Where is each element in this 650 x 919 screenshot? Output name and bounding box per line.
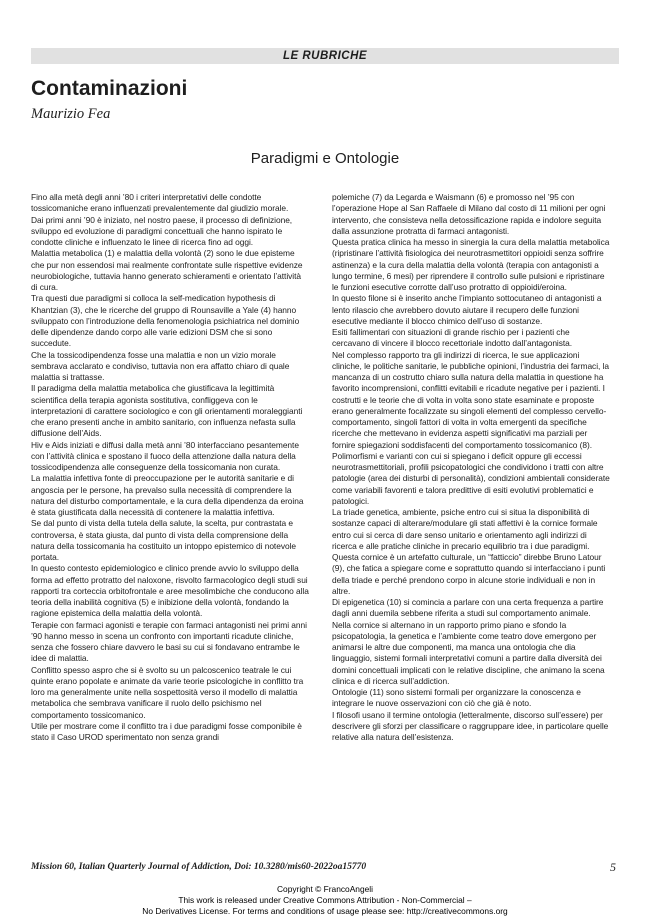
body-paragraph: Questa pratica clinica ha messo in sinergia la cura della malattia metabolica (ripristinare l’attività fisiologica dei neurotrasmettitori oppioidi senza soffrire astinenza) e la cura della malattia della volontà (terapia con antagonisti a lungo termine, 6 mesi) per riprendere il controllo sulle pulsioni e ripristinare le funzioni esecutive corrotte dall’uso protratto di oppioidi/eroina. bbox=[332, 237, 610, 292]
body-paragraph: La malattia infettiva fonte di preoccupazione per le autorità sanitarie e di angoscia per le persone, ha prevalso sulla necessità di comprendere la natura del disturbo comportamentale, e la cura della dipendenza da eroina è stata giustificata dalla necessità di contenere la malattia infettiva. bbox=[31, 473, 304, 517]
body-paragraph: Ontologie (11) sono sistemi formali per organizzare la conoscenza e integrare le nuove osservazioni con ciò che già è noto. bbox=[332, 687, 581, 709]
body-paragraph: In questo filone si è inserito anche l’impianto sottocutaneo di antagonisti a lento rilascio che avrebbero dovuto aiutare il recupero delle funzioni esecutive mediante il blocco chimico dell’uso di sostanze. bbox=[332, 293, 602, 326]
body-paragraph: Fino alla metà degli anni ’80 i criteri interpretativi delle condotte tossicomaniche erano influenzati prevalentemente dal giudizio morale. bbox=[31, 192, 289, 214]
body-paragraph: Hiv e Aids iniziati e diffusi dalla metà anni ’80 interfacciano pesantemente con l’attività clinica e spostano il fuoco della attenzione dalla natura della tossicodipendenza alle conseguenze della tossicomania non curata. bbox=[31, 439, 299, 472]
author-name: Maurizio Fea bbox=[31, 106, 111, 122]
body-paragraph: Malattia metabolica (1) e malattia della volontà (2) sono le due episteme che pur non essendosi mai realmente confrontate sulle rispettive evidenze neurobiologiche, tuttavia hanno generato schieramenti e orientato l’attività di cura. bbox=[31, 248, 303, 292]
body-paragraph: I filosofi usano il termine ontologia (letteralmente, discorso sull’essere) per descrivere gli sforzi per classificare o raggruppare idee, in particolare quelle relative alla natura dell’esistenza. bbox=[332, 709, 609, 742]
body-paragraph: In questo contesto epidemiologico e clinico prende avvio lo sviluppo della forma ad effetto protratto del naloxone, risvolto farmacologico degli studi sui rapporti tra corteccia orbitofrontale e aree mesolimbiche che conducono alla teoria della inabilità cognitiva (5) e inibizione della volontà, fondando la ragione epistemica della malattia della volontà. bbox=[31, 563, 309, 619]
body-paragraph: Che la tossicodipendenza fosse una malattia e non un vizio morale sembrava acclarato e condiviso, tuttavia non era affatto chiaro di quale malattia si trattasse. bbox=[31, 349, 290, 382]
body-paragraph: Conflitto spesso aspro che si è svolto su un palcoscenico teatrale le cui quinte erano popolate e animate da varie teorie psicologiche in conflitto tra loro ma generalmente unite nella sospettosità verso il modello di malattia metabolica che sembrava vanificare il ruolo dello psichismo nel comportamento tossicomanico. bbox=[31, 664, 304, 720]
left-column bbox=[31, 192, 309, 743]
body-paragraph: Il paradigma della malattia metabolica che giustificava la legittimità scientifica della terapia agonista sostitutiva, confliggeva con le interpretazioni di carattere sociologico e con gli orientamenti moraleggianti che erano presenti anche in ambito sanitario, con influenza nefasta sulla diffusione dell’Aids. bbox=[31, 383, 303, 439]
page-number: 5 bbox=[610, 860, 616, 874]
body-paragraph: Di epigenetica (10) si comincia a parlare con una certa frequenza a partire dagli anni duemila sebbene riferita a studi sul comportamento animale. bbox=[332, 597, 604, 619]
license-line: This work is released under Creative Commons Attribution - Non-Commercial – bbox=[178, 895, 472, 905]
body-paragraph: Tra questi due paradigmi si colloca la self-medication hypothesis di Khantzian (3), che le ricerche del gruppo di Rounsaville a Yale (4) hanno sviluppato con l’introduzione della fenomenologia psichiatrica nel dominio delle dipendenze dando corpo alle varie edizioni DSM che si sono succedute. bbox=[31, 293, 300, 349]
body-paragraph: Utile per mostrare come il conflitto tra i due paradigmi fosse componibile è stato il Caso UROD sperimentato non senza grandi bbox=[31, 720, 302, 742]
body-paragraph: Terapie con farmaci agonisti e terapie con farmaci antagonisti nei primi anni ’90 hanno messo in scena un confronto con importanti ricadute cliniche, senza che fossero chiare davvero le basi su cui si fondavano entrambe le idee di malattia. bbox=[31, 619, 307, 664]
license-notice bbox=[0, 884, 650, 917]
article-subtitle: Paradigmi e Ontologie bbox=[250, 150, 400, 167]
journal-citation: Mission 60, Italian Quarterly Journal of Addiction, Doi: 10.3280/mis60-2022oa15770 bbox=[31, 862, 367, 872]
body-paragraph: Questa cornice è un artefatto culturale, un “fatticcio” direbbe Bruno Latour (9), che fatica a spiegare come e soprattutto quando si interfacciano i punti della triade e perché prendono corpo in alcune storie individuali e non in altre. bbox=[332, 552, 606, 596]
body-paragraph: Nel complesso rapporto tra gli indirizzi di ricerca, le sue applicazioni cliniche, le politiche sanitarie, le pubbliche opinioni, l’industria dei farmaci, la mancanza di un costrutto chiaro sulla natura della malattia in questione ha favorito incomprensioni, conflitti evitabili e ricadute negative per i pazienti. I costrutti e le teorie che di volta in volta sono state esaminate e proposte erano generalmente focalizzate su singoli elementi del complesso cervello-comportamento, singoli fattori di volta in volta emergenti da specifiche ricerche che mettevano in evidenza aspetti significativi ma parziali per fornire spiegazioni soddisfacenti del comportamento tossicomanico (8). bbox=[332, 349, 609, 450]
body-paragraph: Esiti fallimentari con situazioni di grande rischio per i pazienti che cercavano di vincere il blocco recettoriale indotto dall’antagonista. bbox=[332, 327, 573, 349]
body-paragraph: polemiche (7) da Legarda e Waismann (6) e promosso nel ’95 con l’operazione Hope al San Raffaele di Milano dal costo di 11 milioni per ogni intervento, che consisteva nella detossificazione rapida e indolore seguita dalla assunzione protratta di farmaci antagonisti. bbox=[332, 192, 606, 236]
license-terms-line: No Derivatives License. For terms and conditions of usage please see: http://creativecommons.org bbox=[142, 906, 508, 916]
body-paragraph: La triade genetica, ambiente, psiche entro cui si situa la disponibilità di sostanze capaci di alterare/modulare gli stati affettivi è la cornice formale entro cui si cerca di dare senso unitario e orientamento agli indirizzi di ricerca e alle pratiche cliniche in precario equilibrio tra i due paradigmi. bbox=[332, 507, 598, 551]
body-paragraph: Nella cornice si alternano in un rapporto primo piano e sfondo la psicopatologia, la genetica e l’ambiente come teatro dove emergono per animarsi le altre due componenti, ma manca una ontologia che dia linguaggio, sistemi formali interpretativi comuni a partire dalla diversità dei domini concettuali implicati con le relative discipline, che animano la scena clinica e di ricerca sull’addiction. bbox=[332, 619, 605, 686]
body-paragraph: Se dal punto di vista della tutela della salute, la scelta, pur contrastata e controversa, è stata giusta, dal punto di vista della comprensione della natura della tossicomania ha costituito un intoppo epistemico di notevole portata. bbox=[31, 518, 296, 562]
section-rubric: LE RUBRICHE bbox=[31, 48, 619, 64]
body-paragraph: Polimorfismi e varianti con cui si spiegano i deficit oppure gli eccessi neurotrasmettitoriali, profili psicopatologici che condividono i tratti con altre patologie (area dei disturbi di personalità), condizioni ambientali considerate come variabili favorenti e talora predittive di esiti evolutivi problematici e patologici. bbox=[332, 450, 610, 506]
copyright-line: Copyright © FrancoAngeli bbox=[276, 884, 373, 894]
body-paragraph: Dai primi anni ’90 è iniziato, nel nostro paese, il processo di definizione, sviluppo ed evoluzione di paradigmi concettuali che hanno ispirato le condotte cliniche e influenzato le linee di ricerca fino ad oggi. bbox=[31, 214, 293, 247]
right-column bbox=[332, 192, 610, 743]
column-title: Contaminazioni bbox=[31, 77, 188, 100]
